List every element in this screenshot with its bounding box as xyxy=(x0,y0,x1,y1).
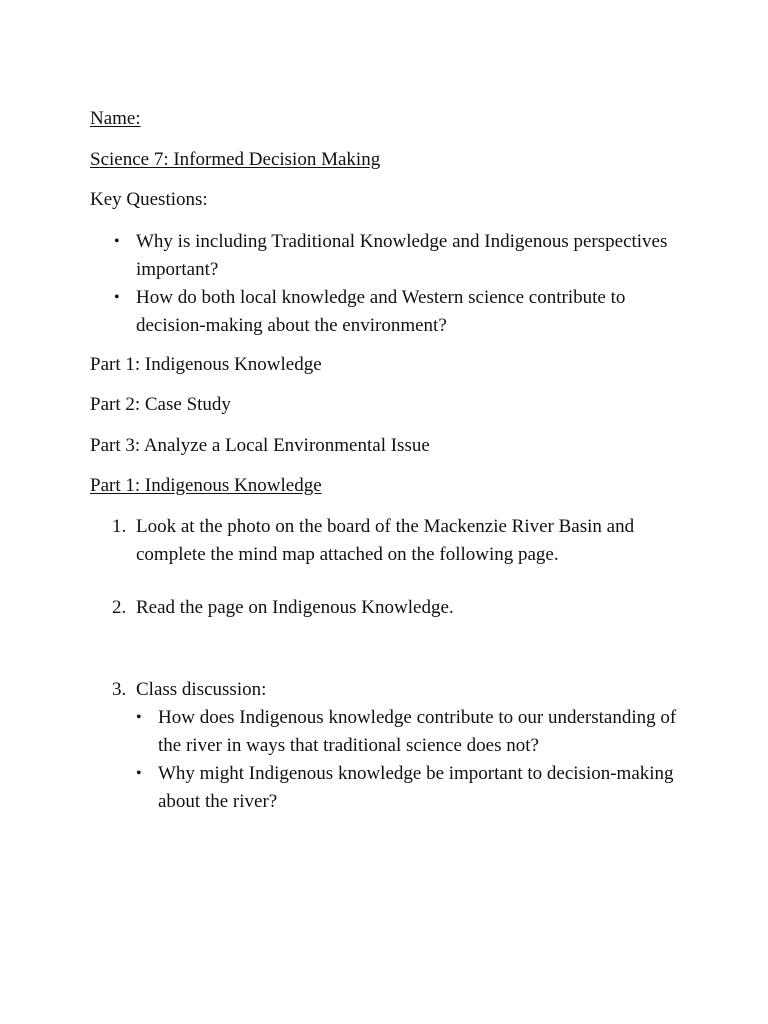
section-heading: Part 1: Indigenous Knowledge xyxy=(90,475,322,496)
list-item xyxy=(112,704,692,760)
list-item xyxy=(90,513,690,569)
bullet-icon: • xyxy=(114,289,120,306)
step-number: 3. xyxy=(112,679,127,700)
bullet-icon: • xyxy=(114,233,120,250)
list-item xyxy=(90,228,690,284)
step-text: Look at the photo on the board of the Mackenzie River Basin and complete the mind map attached on the following page. xyxy=(136,516,635,565)
step-number: 2. xyxy=(112,597,127,618)
key-question-text: Why is including Traditional Knowledge and Indigenous perspectives important? xyxy=(136,231,668,280)
part-overview-2: Part 2: Case Study xyxy=(90,394,231,415)
part-overview-3: Part 3: Analyze a Local Environmental Issue xyxy=(90,435,430,456)
list-item xyxy=(90,284,690,340)
list-item xyxy=(90,676,690,704)
discussion-questions-list xyxy=(112,704,692,816)
key-question-text: How do both local knowledge and Western science contribute to decision-making about the environment? xyxy=(136,287,626,336)
step-number: 1. xyxy=(112,516,127,537)
steps-list-1 xyxy=(90,513,690,569)
bullet-icon: • xyxy=(136,709,142,726)
key-questions-label: Key Questions: xyxy=(90,189,208,210)
document-title: Science 7: Informed Decision Making xyxy=(90,149,381,170)
bullet-icon: • xyxy=(136,765,142,782)
step-text: Class discussion: xyxy=(136,679,267,700)
part-overview-1: Part 1: Indigenous Knowledge xyxy=(90,354,322,375)
key-questions-list xyxy=(90,228,690,340)
discussion-question-text: Why might Indigenous knowledge be important to decision-making about the river? xyxy=(158,763,674,812)
list-item xyxy=(90,594,690,622)
step-text: Read the page on Indigenous Knowledge. xyxy=(136,597,454,618)
discussion-question-text: How does Indigenous knowledge contribute to our understanding of the river in ways that traditional science does not? xyxy=(158,707,677,756)
steps-list-2 xyxy=(90,594,690,622)
name-label: Name: xyxy=(90,108,141,129)
list-item xyxy=(112,760,692,816)
steps-list-3 xyxy=(90,676,690,704)
